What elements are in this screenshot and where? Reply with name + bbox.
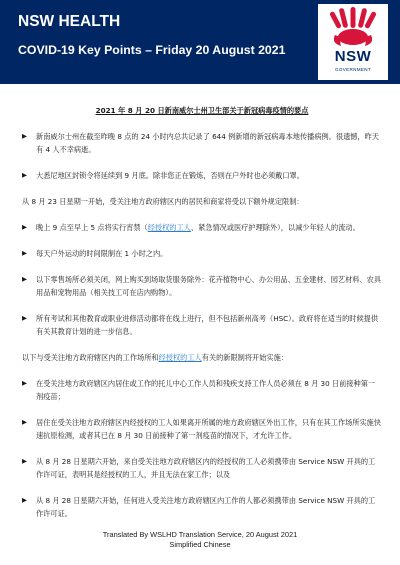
footer-language: Simplified Chinese xyxy=(169,540,231,549)
agency-name: NSW HEALTH xyxy=(18,13,121,30)
bullet-icon: ▶ xyxy=(22,379,27,387)
bullet-icon: ▶ xyxy=(22,457,27,465)
page-title: COVID-19 Key Points – Friday 20 August 2021 xyxy=(18,43,286,57)
list-item: ▶ 居住在受关注地方政府辖区内经授权的工人如果离开所属的地方政府辖区外出工作，只有在其工作场所实施快速抗原检测，或者其已在 8 月 30 日前接种了第一剂疫苗的情况下，才允许工作。 xyxy=(22,418,382,440)
bullet-icon: ▶ xyxy=(22,223,27,231)
list-item: ▶ 以下零售场所必须关闭，网上购买到场取货服务除外：花卉植物中心、办公用品、五金建材、园艺材料、农具用品和宠物用品（相关技工可在店内购物）。 xyxy=(22,275,382,297)
logo-subtext: GOVERNMENT xyxy=(335,67,371,72)
bullet-icon: ▶ xyxy=(22,171,27,179)
logo-wordmark: NSW xyxy=(334,48,372,65)
authorised-workers-link[interactable]: 经授权的工人 xyxy=(158,353,202,362)
workplace-intro: 以下与受关注地方政府辖区内的工作场所和经授权的工人有关的新限制将开始实施： xyxy=(22,353,288,362)
authorised-workers-link[interactable]: 经授权的工人 xyxy=(147,223,191,232)
list-item: ▶ 每天户外运动的时间限制在 1 小时之内。 xyxy=(22,249,168,258)
list-item: ▶ 所有考试和其他教育或职业进修活动都将在线上进行，但不包括新州高考（HSC）。政府将在适当的时候提供有关其教育计划的进一步信息。 xyxy=(22,314,379,336)
bullet-icon: ▶ xyxy=(22,275,27,283)
page-header xyxy=(0,0,400,84)
restrictions-intro: 从 8 月 23 日星期一开始，受关注地方政府辖区内的居民和商家将受以下额外规定限制： xyxy=(22,197,304,206)
list-item: ▶ 新南威尔士州在截至昨晚 8 点的 24 小时内总共记录了 644 例新增的新冠病毒本地传播病例。很遗憾，昨天有 4 人不幸病逝。 xyxy=(22,132,380,154)
footer-credit: Translated By WSLHD Translation Service, 20 August 2021 xyxy=(102,530,298,539)
waratah-icon xyxy=(329,7,377,49)
bullet-icon: ▶ xyxy=(22,314,27,322)
list-item: ▶ 从 8 月 28 日星期六开始，来自受关注地方政府辖区内的经授权的工人必须携带由 Service NSW 开具的工作许可证，表明其是经授权的工人，并且无法在家工作；以及 xyxy=(22,457,376,479)
bullet-icon: ▶ xyxy=(22,418,27,426)
bullet-icon: ▶ xyxy=(22,249,27,257)
bullet-icon: ▶ xyxy=(22,132,27,140)
list-item: ▶ 从 8 月 28 日星期六开始，任何进入受关注地方政府辖区内工作的人都必须携带由 Service NSW 开具的工作许可证。 xyxy=(22,496,376,518)
list-item: ▶ 大悉尼地区封锁令将延续到 9 月底。除非您正在锻炼，否则在户外时也必须戴口罩。 xyxy=(22,171,304,180)
list-item: ▶ 晚上 9 点至早上 5 点将实行宵禁（经授权的工人、紧急情况或医疗护理除外），以减少年轻人的流动。 xyxy=(22,223,360,232)
bullet-icon: ▶ xyxy=(22,496,27,504)
translation-footer xyxy=(0,530,400,550)
nsw-government-logo xyxy=(318,4,388,80)
document-body xyxy=(22,104,382,533)
document-heading: 2021 年 8 月 20 日新南威尔士州卫生部关于新冠病毒疫情的要点 xyxy=(95,106,309,115)
list-item: ▶ 在受关注地方政府辖区内居住或工作的托儿中心工作人员和残疾支持工作人员必须在 8 月 30 日前接种第一剂疫苗； xyxy=(22,379,376,401)
